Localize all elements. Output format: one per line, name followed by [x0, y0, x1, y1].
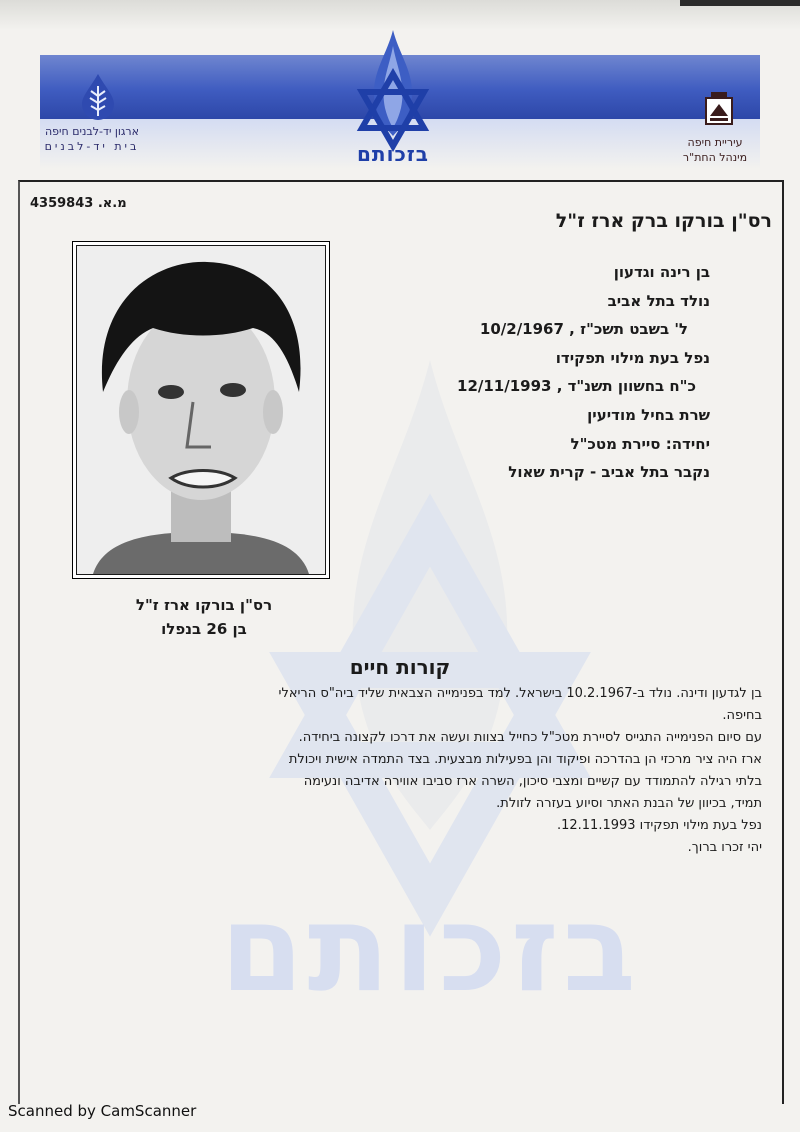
scanner-watermark: Scanned by CamScanner	[8, 1102, 197, 1120]
left-org-line2: בית יד-לבנים	[44, 140, 140, 153]
detail-burial: נקבר בתל אביב - קרית שאול	[508, 463, 710, 482]
right-org-logo-text	[660, 135, 770, 165]
leaf-drop-icon	[78, 72, 118, 120]
bio-title: קורות חיים	[349, 655, 451, 679]
personal-id-number: מ.א. 4359843	[30, 196, 127, 211]
photo-caption-name: רס"ן בורקו ארז ז"ל	[135, 596, 273, 614]
bio-line: בלתי רגילה להתמודד עם קשיים ומצבי סיכון, השרה ארז סביבו אווירה אדיבה ונעימה	[303, 774, 762, 789]
watermark-text: בזכותם	[220, 880, 640, 1019]
bio-line: בן לגדעון ודינה. נולד ב-10.2.1967 בישראל. למד בפנימייה הצבאית שליד ביה"ס הריאלי	[278, 686, 762, 701]
bio-line: בחיפה.	[722, 708, 762, 723]
detail-parents: בן רינה וגדעון	[613, 263, 710, 281]
left-org-line1: ארגון יד-לבנים חיפה	[45, 125, 139, 138]
detail-unit: יחידה: סיירת מטכ"ל	[570, 434, 710, 453]
bio-line: עם סיום הפנימייה התגייס לסיירת מטכ"ל כחייל בצוות ועשה את דרכו לקצונה ביחידה.	[298, 730, 762, 745]
portrait-photo	[72, 241, 330, 579]
detail-fell: נפל בעת מילוי תפקידו	[555, 348, 710, 367]
bio-line: ארז היה ציר מרכזי הן בהדרכה ופיקוד והן בפעילות מבצעית. בצד התמדה אישית ויכולת	[288, 752, 762, 767]
left-org-logo-text	[22, 124, 162, 154]
right-org-line2: מינהל החת"ר	[682, 151, 748, 164]
bio-line: תמיד, בכיוון של הבנת האתר וסיוע בעזרה לזולת.	[496, 796, 762, 811]
bio-line: נפל בעת מילוי תפקידו 12.11.1993.	[556, 818, 762, 833]
detail-birthdate: ל' בשבט תשכ"ז , 10/2/1967	[479, 320, 688, 339]
bio-line: יהי זכרו ברוך.	[687, 840, 762, 855]
right-org-line1: עיריית חיפה	[687, 136, 743, 149]
record-details	[380, 258, 710, 487]
photo-caption-age: בן 26 בנפלו	[161, 620, 247, 638]
detail-birthplace: נולד בתל אביב	[607, 291, 710, 310]
photo-caption	[100, 593, 308, 641]
center-logo-text: בזכותם	[357, 142, 429, 166]
scan-edge	[680, 0, 800, 6]
detail-service: שרת בחיל מודיעין	[587, 405, 710, 424]
city-emblem-icon	[702, 90, 736, 128]
record-name-title: רס"ן בורקו ברק ארז ז"ל	[555, 210, 772, 232]
bio-text	[46, 683, 762, 859]
detail-death-date: כ"ח בחשוון תשנ"ד , 12/11/1993	[457, 377, 696, 396]
